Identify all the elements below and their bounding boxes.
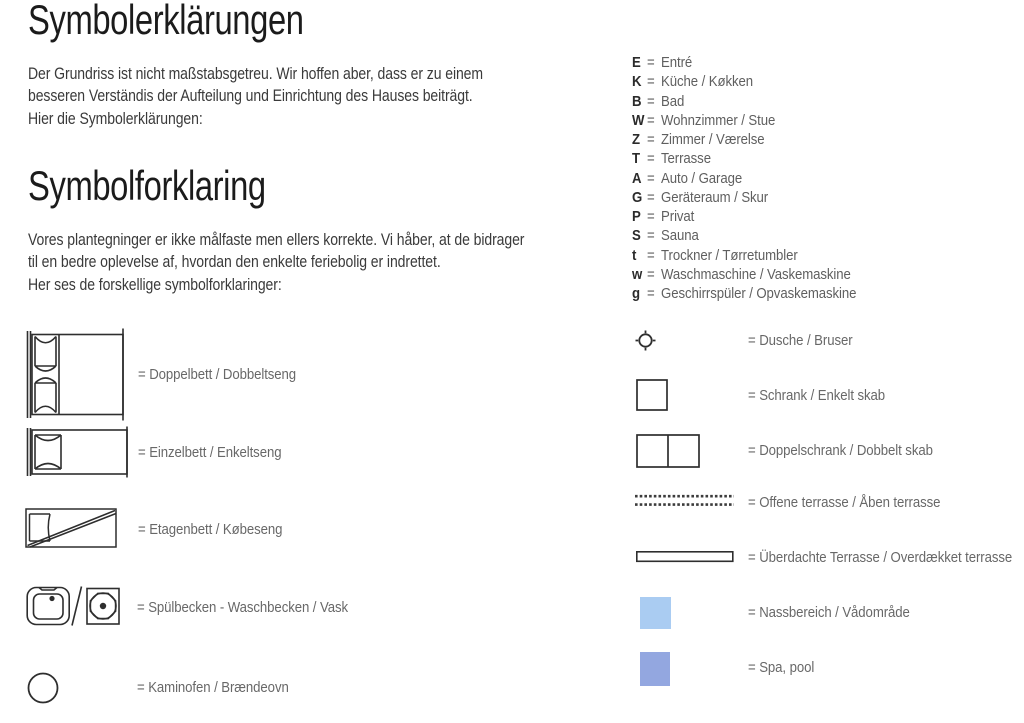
room-code-row xyxy=(632,189,856,208)
room-code-row xyxy=(632,170,856,189)
covered-terrace-icon xyxy=(636,551,734,563)
room-code-letter: w xyxy=(632,265,643,283)
room-code-letter: W xyxy=(632,111,645,129)
single-closet-icon xyxy=(636,379,668,411)
room-code-letter: T xyxy=(632,150,641,168)
room-code-row xyxy=(632,266,856,285)
sink-washbasin-icon xyxy=(26,585,126,627)
german-intro-line: Hier die Symbolerklärungen: xyxy=(28,109,203,128)
equals-sign: = xyxy=(646,169,655,187)
danish-intro-paragraph xyxy=(28,229,524,296)
room-code-row xyxy=(632,150,856,169)
german-intro-paragraph xyxy=(28,63,483,130)
room-code-label: Waschmaschine / Vaskemaskine xyxy=(661,265,851,283)
equals-sign: = xyxy=(646,131,655,148)
room-code-row xyxy=(632,227,856,246)
sink-washbasin-label: = Spülbecken - Waschbecken / Vask xyxy=(137,599,348,616)
equals-sign: = xyxy=(646,150,655,168)
bunk-bed-label: = Etagenbett / Købeseng xyxy=(138,521,283,538)
room-code-row xyxy=(632,247,856,266)
shower-icon xyxy=(635,330,656,351)
room-code-letter: Z xyxy=(632,131,641,148)
room-code-list xyxy=(632,54,856,304)
room-code-letter: B xyxy=(632,92,642,110)
wet-area-icon xyxy=(640,597,671,629)
room-code-label: Privat xyxy=(661,208,695,225)
room-code-label: Bad xyxy=(661,92,685,110)
room-code-label: Terrasse xyxy=(661,150,711,168)
room-code-label: Geschirrspüler / Opvaskemaskine xyxy=(661,285,857,302)
spa-pool-icon xyxy=(640,652,670,686)
room-code-label: Geräteraum / Skur xyxy=(661,188,769,206)
danish-intro-line: Vores plantegninger er ikke målfaste men ellers korrekte. Vi håber, at de bidrager xyxy=(28,231,525,249)
room-code-letter: g xyxy=(632,285,641,302)
danish-section-title: Symbolforklaring xyxy=(28,162,266,209)
room-code-label: Sauna xyxy=(661,227,699,245)
room-code-label: Auto / Garage xyxy=(661,169,743,187)
room-code-row xyxy=(632,131,856,150)
room-code-letter: K xyxy=(632,73,642,91)
room-code-row xyxy=(632,73,856,92)
equals-sign: = xyxy=(646,227,655,245)
covered-terrace-label: = Überdachte Terrasse / Overdækket terrasse xyxy=(748,549,1013,566)
room-code-row xyxy=(632,54,856,73)
equals-sign: = xyxy=(646,285,655,302)
german-section-title: Symbolerklärungen xyxy=(28,0,304,43)
wood-stove-icon xyxy=(27,672,59,704)
room-code-row xyxy=(632,285,856,304)
equals-sign: = xyxy=(646,246,655,264)
equals-sign: = xyxy=(646,208,655,225)
room-code-label: Trockner / Tørretumbler xyxy=(661,246,798,264)
danish-intro-line: til en bedre oplevelse af, hvordan den enkelte feriebolig er indrettet. xyxy=(28,253,441,272)
room-code-letter: E xyxy=(632,54,641,71)
equals-sign: = xyxy=(646,92,655,110)
danish-intro-line: Her ses de forskellige symbolforklaringer: xyxy=(28,275,282,294)
room-code-letter: P xyxy=(632,208,641,225)
room-code-row xyxy=(632,112,856,131)
double-bed-label: = Doppelbett / Dobbeltseng xyxy=(138,366,297,383)
equals-sign: = xyxy=(646,54,655,71)
wood-stove-label: = Kaminofen / Brændeovn xyxy=(137,679,289,696)
open-terrace-label: = Offene terrasse / Åben terrasse xyxy=(748,494,941,511)
room-code-label: Zimmer / Værelse xyxy=(661,131,765,148)
shower-label: = Dusche / Bruser xyxy=(748,332,853,349)
room-code-letter: t xyxy=(632,246,637,264)
equals-sign: = xyxy=(646,111,655,129)
equals-sign: = xyxy=(646,73,655,91)
equals-sign: = xyxy=(646,265,655,283)
room-code-row xyxy=(632,208,856,227)
room-code-letter: G xyxy=(632,188,643,206)
wet-area-label: = Nassbereich / Vådområde xyxy=(748,604,910,621)
single-closet-label: = Schrank / Enkelt skab xyxy=(748,387,886,404)
double-closet-icon xyxy=(636,434,700,468)
equals-sign: = xyxy=(646,188,655,206)
room-code-row xyxy=(632,93,856,112)
room-code-label: Wohnzimmer / Stue xyxy=(661,111,776,129)
spa-pool-label: = Spa, pool xyxy=(748,659,815,676)
room-code-letter: S xyxy=(632,227,641,245)
german-intro-line: besseren Verständis der Aufteilung und Einrichtung des Hauses beiträgt. xyxy=(28,87,473,106)
room-code-label: Küche / Køkken xyxy=(661,73,753,91)
double-closet-label: = Doppelschrank / Dobbelt skab xyxy=(748,442,933,459)
double-bed-icon xyxy=(25,328,129,421)
open-terrace-icon xyxy=(635,494,734,507)
german-intro-line: Der Grundriss ist nicht maßstabsgetreu. Wir hoffen aber, dass er zu einem xyxy=(28,65,484,83)
single-bed-icon xyxy=(25,426,131,478)
bunk-bed-icon xyxy=(25,508,117,549)
room-code-letter: A xyxy=(632,169,642,187)
single-bed-label: = Einzelbett / Enkeltseng xyxy=(138,444,282,461)
room-code-label: Entré xyxy=(661,54,693,71)
